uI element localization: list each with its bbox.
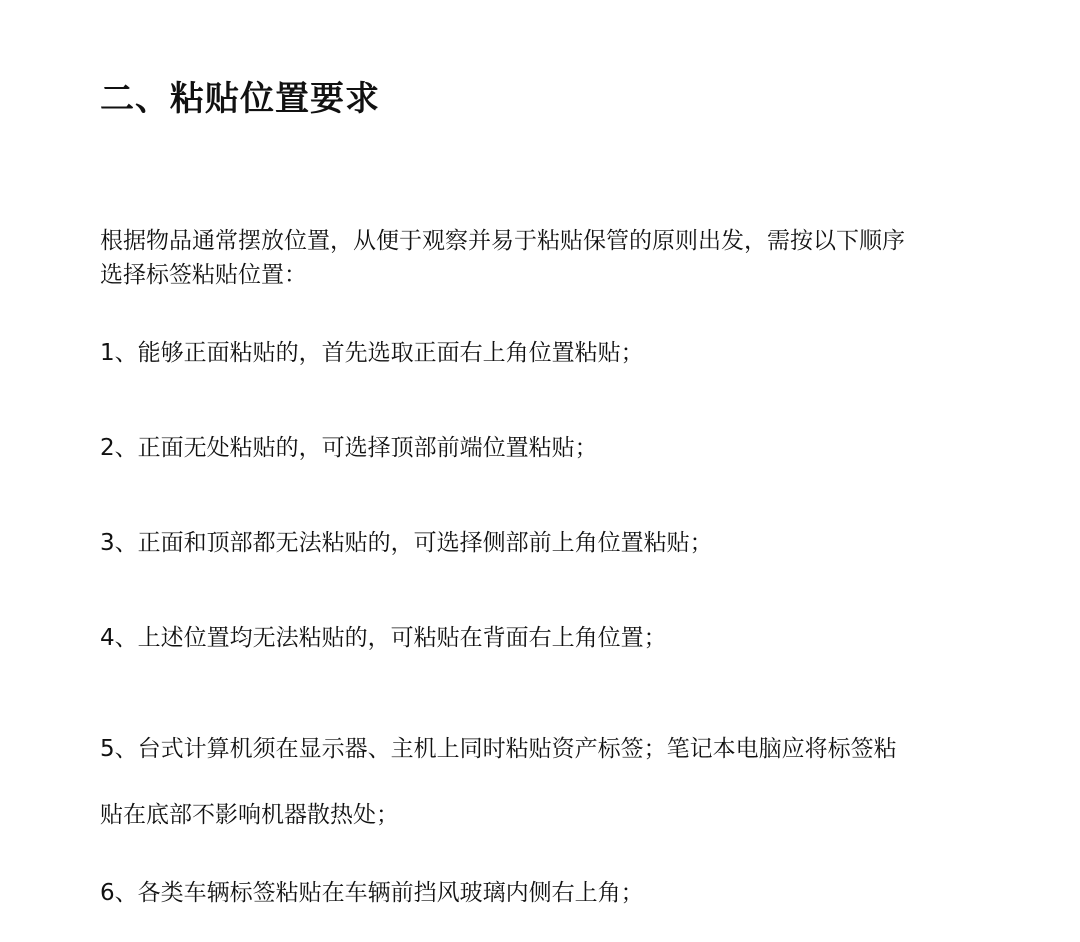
list-item-5-text-line-2: 贴在底部不影响机器散热处； (100, 802, 399, 828)
section-title: 二、粘贴位置要求 (100, 79, 380, 119)
list-item-4-text: 4、上述位置均无法粘贴的，可粘贴在背面右上角位置； (100, 625, 667, 651)
list-item-1 (100, 336, 644, 370)
list-item-5 (100, 716, 897, 848)
list-item-3 (100, 526, 713, 560)
intro-line-1: 根据物品通常摆放位置，从便于观察并易于粘贴保管的原则出发，需按以下顺序 (100, 228, 905, 254)
list-item-6 (100, 876, 644, 910)
list-item-6-text: 6、各类车辆标签粘贴在车辆前挡风玻璃内侧右上角； (100, 880, 644, 906)
list-item-5-text-line-1: 5、台式计算机须在显示器、主机上同时粘贴资产标签；笔记本电脑应将标签粘 (100, 736, 897, 762)
list-item-1-text: 1、能够正面粘贴的，首先选取正面右上角位置粘贴； (100, 340, 644, 366)
intro-line-2: 选择标签粘贴位置： (100, 262, 307, 288)
intro-paragraph (100, 224, 905, 292)
list-item-4 (100, 621, 667, 655)
list-item-2-text: 2、正面无处粘贴的，可选择顶部前端位置粘贴； (100, 435, 598, 461)
list-item-3-text: 3、正面和顶部都无法粘贴的，可选择侧部前上角位置粘贴； (100, 530, 713, 556)
list-item-2 (100, 431, 598, 465)
